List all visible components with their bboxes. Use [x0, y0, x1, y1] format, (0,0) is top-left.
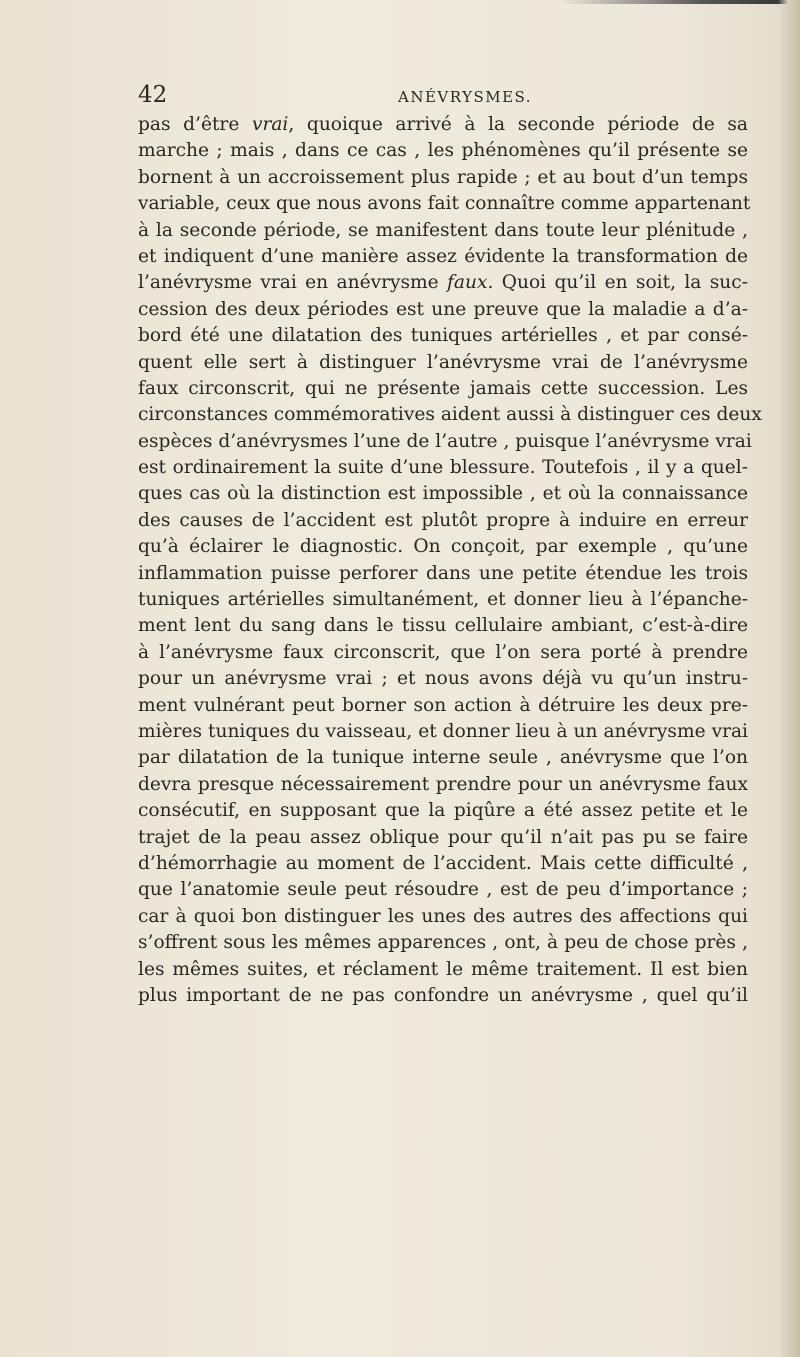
- text-line: [138, 429, 752, 455]
- text-segment: et indiquent d’une manière assez évidente la transformation de: [138, 245, 748, 267]
- body-text: [138, 112, 762, 1009]
- page-number: 42: [138, 82, 168, 108]
- text-line: [138, 613, 748, 639]
- page-top-edge-shadow: [560, 0, 800, 4]
- text-line: [138, 481, 748, 507]
- text-segment: inflammation puisse perforer dans une petite étendue les trois: [138, 562, 748, 584]
- text-line: [138, 983, 748, 1009]
- text-line: [138, 455, 748, 481]
- text-segment: cession des deux périodes est une preuve que la maladie a d’a-: [138, 298, 748, 320]
- text-line: [138, 297, 748, 323]
- text-segment: quent elle sert à distinguer l’anévrysme vrai de l’anévrysme: [138, 351, 748, 373]
- italic-text: vrai: [251, 114, 289, 135]
- text-segment: par dilatation de la tunique interne seule , anévrysme que l’on: [138, 747, 748, 769]
- text-segment: devra presque nécessairement prendre pour un anévrysme faux: [138, 773, 748, 795]
- text-segment: ment lent du sang dans le tissu cellulaire ambiant, c’est-à-dire: [138, 615, 748, 637]
- text-segment: variable, ceux que nous avons fait connaître comme appartenant: [138, 193, 751, 215]
- text-line: [138, 165, 748, 191]
- text-segment: mières tuniques du vaisseau, et donner lieu à un anévrysme vrai: [138, 720, 748, 742]
- text-segment: l’anévrysme vrai en anévrysme: [138, 272, 448, 294]
- text-line: [138, 719, 748, 745]
- text-segment: . Quoi qu’il en soit, la suc-: [487, 272, 748, 294]
- text-line: [138, 508, 748, 534]
- text-segment: bord été une dilatation des tuniques artérielles , et par consé-: [138, 325, 748, 347]
- text-line: [138, 851, 748, 877]
- text-segment: faux circonscrit, qui ne présente jamais cette succession. Les: [138, 377, 748, 399]
- page-header: [138, 80, 748, 110]
- text-line: [138, 138, 748, 164]
- text-segment: à l’anévrysme faux circonscrit, que l’on sera porté à prendre: [138, 641, 748, 663]
- text-line: [138, 323, 748, 349]
- text-segment: ment vulnérant peut borner son action à détruire les deux pre-: [138, 694, 748, 716]
- text-line: [138, 877, 748, 903]
- text-segment: car à quoi bon distinguer les unes des autres des affections qui: [138, 905, 748, 927]
- text-line: [138, 561, 748, 587]
- text-line: [138, 270, 748, 296]
- text-segment: s’offrent sous les mêmes apparences , ont, à peu de chose près ,: [138, 932, 748, 954]
- text-line: [138, 798, 748, 824]
- text-segment: pour un anévrysme vrai ; et nous avons déjà vu qu’un instru-: [138, 668, 748, 690]
- text-segment: à la seconde période, se manifestent dans toute leur plénitude ,: [138, 219, 748, 241]
- text-segment: les mêmes suites, et réclament le même traitement. Il est bien: [138, 958, 748, 980]
- text-segment: est ordinairement la suite d’une blessure. Toutefois , il y a quel-: [138, 457, 748, 479]
- text-line: [138, 825, 748, 851]
- text-line: [138, 772, 748, 798]
- text-segment: d’hémorrhagie au moment de l’accident. Mais cette difficulté ,: [138, 852, 748, 874]
- text-line: [138, 904, 748, 930]
- text-line: [138, 350, 748, 376]
- running-head: ANÉVRYSMES.: [398, 88, 533, 106]
- text-line: [138, 402, 762, 428]
- text-segment: plus important de ne pas confondre un anévrysme , quel qu’il: [138, 984, 748, 1006]
- text-segment: pas d’être: [138, 114, 252, 135]
- text-segment: trajet de la peau assez oblique pour qu’il n’ait pas pu se faire: [138, 826, 748, 848]
- text-line: [138, 745, 748, 771]
- text-line: [138, 693, 748, 719]
- text-segment: tuniques artérielles simultanément, et donner lieu à l’épanche-: [138, 589, 748, 611]
- text-segment: , quoique arrivé à la seconde période de sa: [288, 114, 748, 135]
- text-line: [138, 640, 748, 666]
- italic-text: faux: [447, 272, 488, 294]
- text-segment: consécutif, en supposant que la piqûre a été assez petite et le: [138, 800, 748, 822]
- text-segment: des causes de l’accident est plutôt propre à induire en erreur: [138, 509, 748, 531]
- text-line: [138, 957, 748, 983]
- text-segment: marche ; mais , dans ce cas , les phénomènes qu’il présente se: [138, 140, 748, 162]
- text-line: [138, 587, 748, 613]
- text-segment: ques cas où la distinction est impossible , et où la connaissance: [138, 483, 748, 505]
- text-segment: circonstances commémoratives aident aussi à distinguer ces deux: [138, 404, 762, 426]
- text-line: [138, 930, 748, 956]
- text-segment: bornent à un accroissement plus rapide ; et au bout d’un temps: [138, 166, 748, 188]
- text-line: [138, 534, 748, 560]
- text-segment: que l’anatomie seule peut résoudre , est de peu d’importance ;: [138, 879, 748, 901]
- text-line: [138, 112, 748, 138]
- text-segment: qu’à éclairer le diagnostic. On conçoit, par exemple , qu’une: [138, 536, 748, 558]
- text-line: [138, 244, 748, 270]
- text-line: [138, 191, 751, 217]
- text-segment: espèces d’anévrysmes l’une de l’autre , puisque l’anévrysme vrai: [138, 430, 752, 452]
- text-line: [138, 666, 748, 692]
- page-right-edge-shadow: [778, 0, 800, 1357]
- text-line: [138, 376, 748, 402]
- text-line: [138, 218, 748, 244]
